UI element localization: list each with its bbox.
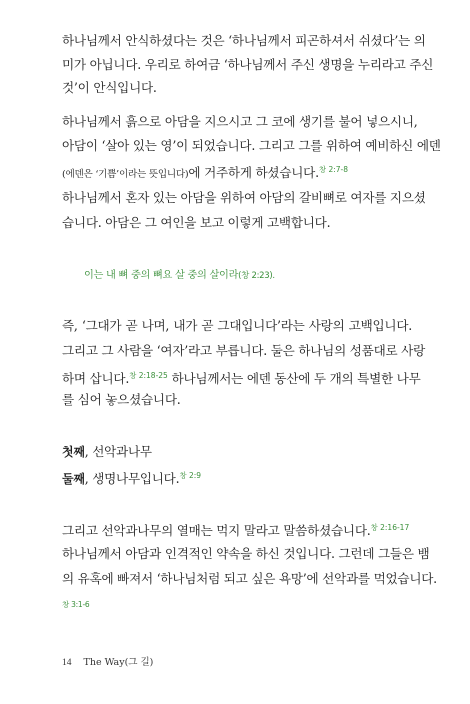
quote-text: 이는 내 뼈 중의 뼈요 살 중의 살이라 [84,270,239,281]
scripture-ref: 창 2:7-8 [318,165,349,174]
page-footer [62,654,153,668]
quote-ref: (창 2:23). [238,271,275,281]
p1-line-3: 것’이 안식입니다. [62,80,157,95]
p4-line-4: 를 심어 놓으셨습니다. [62,392,181,407]
scripture-ref: 창 2:18-25 [129,371,168,380]
scripture-ref: 창 2:9 [179,471,202,480]
p5-line-4 [62,595,412,613]
p2-line-3 [62,162,412,183]
p3-line-2: 습니다. 아담은 그 여인을 보고 이렇게 고백합니다. [62,215,331,230]
list-item [62,468,412,487]
p5-line-1 [62,520,412,539]
list-text: , 생명나무입니다. [84,471,180,486]
scripture-ref: 창 3:1-6 [62,600,90,609]
scripture-ref: 창 2:16-17 [370,523,410,532]
p4-line-3-b: 하나님께서는 에덴 동산에 두 개의 특별한 나무 [167,371,421,386]
list-label: 둘째 [62,472,85,486]
list-item [62,444,412,460]
p4-line-3-a: 하며 삽니다. [62,371,130,386]
list-label: 첫째 [62,445,85,459]
p2-line-3-text: 에 거주하게 하셨습니다. [188,165,319,180]
p1-line-1: 하나님께서 안식하셨다는 것은 ‘하나님께서 피곤하셔서 쉬셨다’는 의 [62,33,426,48]
page-number: 14 [62,658,72,668]
p1-line-2: 미가 아닙니다. 우리로 하여금 ‘하나님께서 주신 생명을 누리라고 주신 [62,57,434,72]
book-title: The Way(그 길) [83,657,154,668]
p5-line-3: 의 유혹에 빠져서 ‘하나님처럼 되고 싶은 욕망’에 선악과를 먹었습니다. [62,571,437,586]
p4-line-3 [62,368,421,387]
p5-line-2: 하나님께서 아담과 인격적인 약속을 하신 것입니다. 그런데 그들은 뱀 [62,546,430,561]
p3-line-1: 하나님께서 혼자 있는 아담을 위하여 아담의 갈비뼈로 여자를 지으셨 [62,190,426,205]
p4-line-2: 그리고 그 사람을 ‘여자’라고 부릅니다. 둘은 하나님의 성품대로 사랑 [62,343,426,358]
list-text: , 선악과나무 [84,444,152,459]
p4-line-1: 즉, ‘그대가 곧 나며, 내가 곧 그대입니다’라는 사랑의 고백입니다. [62,318,412,333]
p2-line-2: 아담이 ‘살아 있는 영’이 되었습니다. 그리고 그를 위하여 예비하신 에덴 [62,138,441,153]
scripture-quote [84,266,275,281]
p2-line-1: 하나님께서 흙으로 아담을 지으시고 그 코에 생기를 불어 넣으시니, [62,114,418,129]
eden-note: (에덴은 ‘기쁨’이라는 뜻입니다) [62,169,189,180]
p5-line-1-text: 그리고 선악과나무의 열매는 먹지 말라고 말씀하셨습니다. [62,523,371,538]
